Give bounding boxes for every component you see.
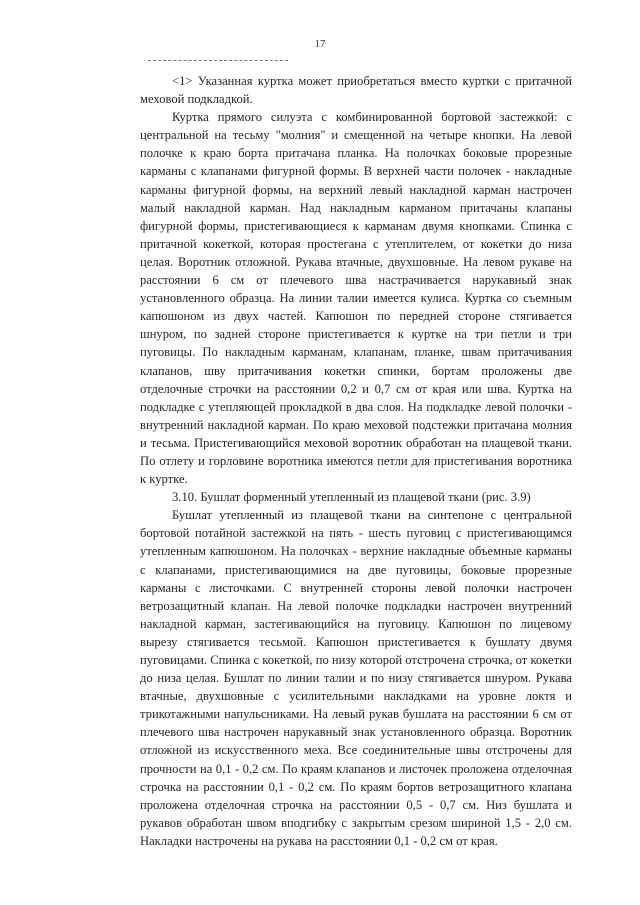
footnote-separator	[148, 60, 288, 61]
page-number: 17	[314, 38, 326, 50]
coat-description-paragraph: Бушлат утепленный из плащевой ткани на синтепоне с центральной бортовой потайной застежкой на пять - шесть пуговиц с пристегивающимся утепленным капюшоном. На полочках - верхние накладные объемные карманы с клапанами, пристегивающимися на две пуговицы, боковые прорезные карманы с листочками. С внутренней стороны левой полочки настрочен ветрозащитный клапан. На левой полочке подкладки настрочен внутренний накладной карман, застегивающийся на пуговицу. Капюшон по лицевому вырезу стягивается тесьмой. Капюшон пристегивается к бушлату двумя пуговицами. Спинка с кокеткой, по низу которой отстрочена строчка, от кокетки до низа целая. Бушлат по линии талии и по низу стягивается шнуром. Рукава втачные, двухшовные с усилительными накладками на уровне локтя и трикотажными напульсниками. На левый рукав бушлата на расстоянии 6 см от плечевого шва настрочен нарукавный знак установленного образца. Воротник отложной из искусственного меха. Все соединительные швы отстрочены для прочности на 0,1 - 0,2 см. По краям клапанов и листочек проложена отделочная строчка на расстоянии 0,1 - 0,2 см. По краям бортов ветрозащитного клапана проложена отделочная строчка на расстоянии 0,5 - 0,7 см. Низ бушлата и рукавов обработан швом вподгибку с закрытым срезом шириной 1,5 - 2,0 см. Накладки настрочены на рукава на расстоянии 0,1 - 0,2 см от края.	[140, 508, 572, 848]
jacket-description-paragraph: Куртка прямого силуэта с комбинированной бортовой застежкой: с центральной на тесьму "молния" и смещенной на четыре кнопки. На левой полочке к краю борта притачана планка. На полочках боковые прорезные карманы с клапанами фигурной формы. В верхней части полочек - накладные карманы фигурной формы, на верхний левый накладной карман настрочен малый накладной карман. Над накладным карманом притачаны клапаны фигурной формы, пристегивающиеся к карманам двумя кнопками. Спинка с притачной кокеткой, которая простегана с утеплителем, от кокетки до низа целая. Воротник отложной. Рукава втачные, двухшовные. На левом рукаве на расстоянии 6 см от плечевого шва настрачивается нарукавный знак установленного образца. На линии талии имеется кулиса. Куртка со съемным капюшоном из двух частей. Капюшон по передней стороне стягивается шнуром, по задней стороне пристегивается к куртке на три петли и три пуговицы. По накладным карманам, клапанам, планке, швам притачивания клапанов, шву притачивания кокетки спинки, бортам проложены две отделочные строчки на расстоянии 0,2 и 0,7 см от края или шва. Куртка на подкладке с утепляющей прокладкой в два слоя. На подкладке левой полочки - внутренний накладной карман. По краю меховой подстежки притачана молния и тесьма. Пристегивающийся меховой воротник обработан на плащевой ткани. По отлету и горловине воротника имеются петли для пристегивания воротника к куртке.	[140, 110, 572, 487]
section-heading: 3.10. Бушлат форменный утепленный из плащевой ткани (рис. 3.9)	[172, 490, 531, 505]
body-text	[140, 72, 572, 850]
footnote-paragraph: <1> Указанная куртка может приобретаться вместо куртки с притачной меховой подкладкой.	[140, 74, 572, 107]
